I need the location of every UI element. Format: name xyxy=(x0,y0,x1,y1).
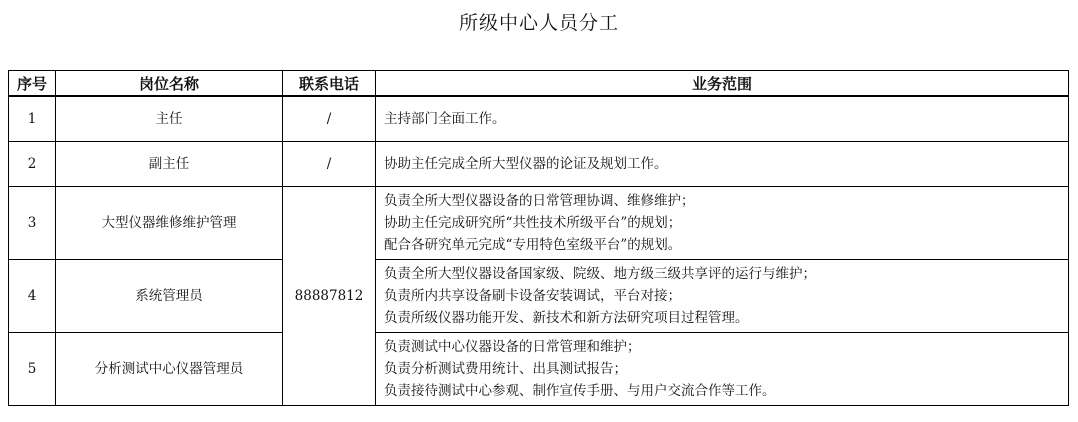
seq-cell: 3 xyxy=(9,187,56,260)
position-cell: 副主任 xyxy=(56,142,283,187)
header-position: 岗位名称 xyxy=(56,71,283,97)
seq-cell: 4 xyxy=(9,260,56,333)
table-row xyxy=(9,142,1069,187)
staff-table xyxy=(8,70,1069,406)
scope-cell xyxy=(376,96,1069,142)
scope-cell xyxy=(376,142,1069,187)
shared-phone-cell: 88887812 xyxy=(283,187,376,406)
scope-cell xyxy=(376,333,1069,406)
phone-cell: / xyxy=(283,142,376,187)
scope-cell xyxy=(376,260,1069,333)
scope-line: 负责全所大型仪器设备国家级、院级、地方级三级共享评的运行与维护； xyxy=(384,266,816,282)
seq-cell: 2 xyxy=(9,142,56,187)
scope-line: 负责全所大型仪器设备的日常管理协调、维修维护； xyxy=(384,193,695,209)
position-cell: 分析测试中心仪器管理员 xyxy=(56,333,283,406)
seq-cell: 5 xyxy=(9,333,56,406)
scope-cell xyxy=(376,187,1069,260)
table-header-row xyxy=(9,71,1069,97)
table-row xyxy=(9,96,1069,142)
scope-line: 配合各研究单元完成“专用特色室级平台”的规划。 xyxy=(384,237,682,253)
seq-cell: 1 xyxy=(9,96,56,142)
position-cell: 大型仪器维修维护管理 xyxy=(56,187,283,260)
scope-line: 负责测试中心仪器设备的日常管理和维护； xyxy=(384,339,641,355)
scope-line: 负责所级仪器功能开发、新技术和新方法研究项目过程管理。 xyxy=(384,310,749,326)
scope-line: 协助主任完成全所大型仪器的论证及规划工作。 xyxy=(384,156,668,172)
page-title: 所级中心人员分工 xyxy=(458,12,619,34)
table-row xyxy=(9,333,1069,406)
scope-line: 协助主任完成研究所“共性技术所级平台”的规划； xyxy=(384,215,682,231)
table-row xyxy=(9,260,1069,333)
scope-line: 负责接待测试中心参观、制作宣传手册、与用户交流合作等工作。 xyxy=(384,383,776,399)
scope-line: 负责所内共享设备刷卡设备安装调试，平台对接； xyxy=(384,288,681,304)
scope-line: 负责分析测试费用统计、出具测试报告； xyxy=(384,361,627,377)
table-row xyxy=(9,187,1069,260)
phone-cell: / xyxy=(283,96,376,142)
position-cell: 主任 xyxy=(56,96,283,142)
scope-line: 主持部门全面工作。 xyxy=(384,111,506,127)
header-phone: 联系电话 xyxy=(283,71,376,97)
position-cell: 系统管理员 xyxy=(56,260,283,333)
header-scope: 业务范围 xyxy=(376,71,1069,97)
header-seq: 序号 xyxy=(9,71,56,97)
